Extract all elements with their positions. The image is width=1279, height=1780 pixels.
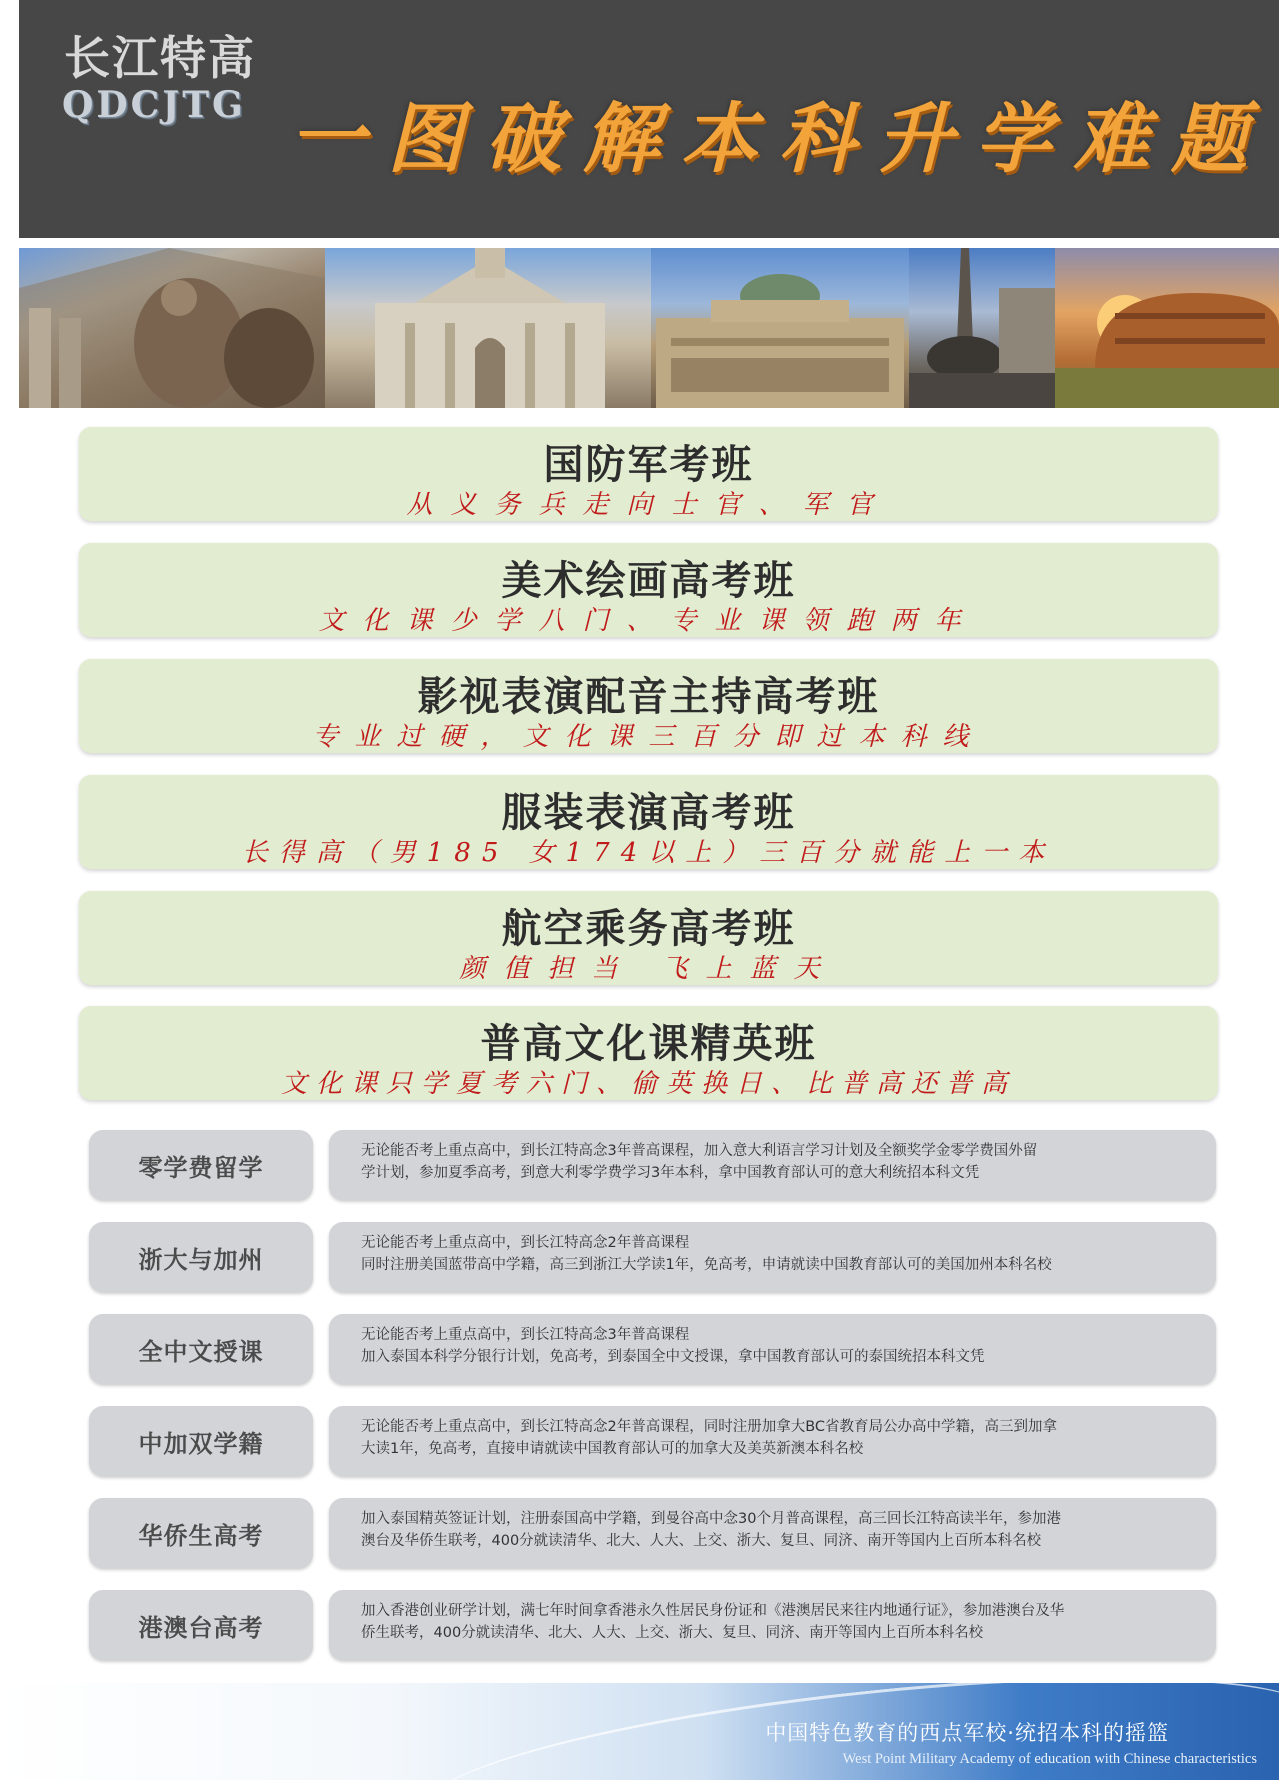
- obelisk-elephant-photo: [909, 248, 1055, 408]
- class-card-flight-attendant[interactable]: [79, 891, 1218, 985]
- pathway-description: [329, 1130, 1216, 1200]
- pathway-label: 华侨生高考: [89, 1498, 313, 1568]
- class-card-fine-art[interactable]: [79, 543, 1218, 637]
- pathway-label: 浙大与加州: [89, 1222, 313, 1292]
- pathway-description: [329, 1314, 1216, 1384]
- class-title: 服装表演高考班: [501, 790, 796, 836]
- pathway-line: 侨生联考，400分就读清华、北大、人大、上交、浙大、复旦、同济、南开等国内上百所本科名校: [361, 1625, 984, 1641]
- class-card-fashion-modeling[interactable]: [79, 775, 1218, 869]
- class-title: 美术绘画高考班: [501, 558, 796, 604]
- footer-slogan-cn: 中国特色教育的西点军校·统招本科的摇篮: [765, 1721, 1169, 1745]
- baroque-statue-photo: [19, 248, 325, 408]
- class-subtitle: 长得高（男185 女174以上）三百分就能上一本: [241, 838, 1056, 868]
- pathway-line: 学计划，参加夏季高考，到意大利零学费学习3年本科，拿中国教育部认可的意大利统招本科文凭: [361, 1165, 980, 1181]
- pathway-label: 港澳台高考: [89, 1590, 313, 1660]
- brand-name-cn: 长江特高: [64, 31, 256, 85]
- pathway-line: 无论能否考上重点高中，到长江特高念2年普高课程: [361, 1235, 690, 1251]
- pathway-row-hk-macau-taiwan[interactable]: [89, 1590, 1216, 1660]
- class-subtitle: 文化课少学八门、专业课领跑两年: [318, 606, 979, 636]
- pathway-label: 零学费留学: [89, 1130, 313, 1200]
- pathway-line: 无论能否考上重点高中，到长江特高念3年普高课程: [361, 1327, 690, 1343]
- class-card-film-performance[interactable]: [79, 659, 1218, 753]
- pathway-label: 全中文授课: [89, 1314, 313, 1384]
- pathway-line: 同时注册美国蓝带高中学籍，高三到浙江大学读1年，免高考，申请就读中国教育部认可的美国加州本科名校: [361, 1257, 1052, 1273]
- class-card-military[interactable]: [79, 427, 1218, 521]
- pathway-row-zero-tuition[interactable]: [89, 1130, 1216, 1200]
- pathway-description: [329, 1498, 1216, 1568]
- footer-banner: [0, 1683, 1279, 1780]
- header-slogan: 一图破解本科升学难题: [289, 94, 1269, 183]
- pathway-line: 无论能否考上重点高中，到长江特高念2年普高课程，同时注册加拿大BC省教育局公办高中学籍，高三到加拿: [361, 1419, 1058, 1435]
- pathway-line: 加入香港创业研学计划，满七年时间拿香港永久性居民身份证和《港澳居民来往内地通行证》，参加港澳台及华: [361, 1603, 1065, 1619]
- class-title: 普高文化课精英班: [480, 1021, 817, 1067]
- footer-slogan-en: West Point Military Academy of education with Chinese characteristics: [842, 1751, 1257, 1767]
- pathway-line: 大读1年，免高考，直接申请就读中国教育部认可的加拿大及美英新澳本科名校: [361, 1441, 864, 1457]
- header-banner: [19, 0, 1279, 238]
- class-card-general-elite[interactable]: [79, 1006, 1218, 1100]
- pathway-line: 澳台及华侨生联考，400分就读清华、北大、人大、上交、浙大、复旦、同济、南开等国内上百所本科名校: [361, 1533, 1042, 1549]
- class-subtitle: 专业过硬，文化课三百分即过本科线: [312, 722, 985, 752]
- class-subtitle: 从义务兵走向士官、军官: [406, 490, 891, 520]
- opera-house-photo: [651, 248, 909, 408]
- pathway-line: 加入泰国本科学分银行计划，免高考，到泰国全中文授课，拿中国教育部认可的泰国统招本科文凭: [361, 1349, 985, 1365]
- pathway-description: [329, 1222, 1216, 1292]
- pathway-label: 中加双学籍: [89, 1406, 313, 1476]
- pathway-description: [329, 1590, 1216, 1660]
- brand-name-en: QDCJTG: [62, 84, 246, 126]
- pathway-row-china-canada[interactable]: [89, 1406, 1216, 1476]
- class-subtitle: 颜值担当 飞上蓝天: [459, 954, 838, 984]
- class-subtitle: 文化课只学夏考六门、偷英换日、比普高还普高: [280, 1069, 1016, 1099]
- colosseum-sunset-photo: [1055, 248, 1279, 408]
- photo-strip: [19, 248, 1279, 408]
- pathway-row-overseas-chinese[interactable]: [89, 1498, 1216, 1568]
- class-title: 影视表演配音主持高考班: [417, 674, 880, 720]
- pathway-description: [329, 1406, 1216, 1476]
- class-title: 国防军考班: [543, 442, 754, 488]
- pathway-line: 加入泰国精英签证计划，注册泰国高中学籍，到曼谷高中念30个月普高课程，高三回长江特高读半年，参加港: [361, 1511, 1061, 1527]
- cathedral-facade-photo: [325, 248, 651, 408]
- pathway-line: 无论能否考上重点高中，到长江特高念3年普高课程，加入意大利语言学习计划及全额奖学金零学费国外留: [361, 1143, 1038, 1159]
- pathway-row-chinese-instruction[interactable]: [89, 1314, 1216, 1384]
- pathway-row-zju-california[interactable]: [89, 1222, 1216, 1292]
- class-title: 航空乘务高考班: [501, 906, 796, 952]
